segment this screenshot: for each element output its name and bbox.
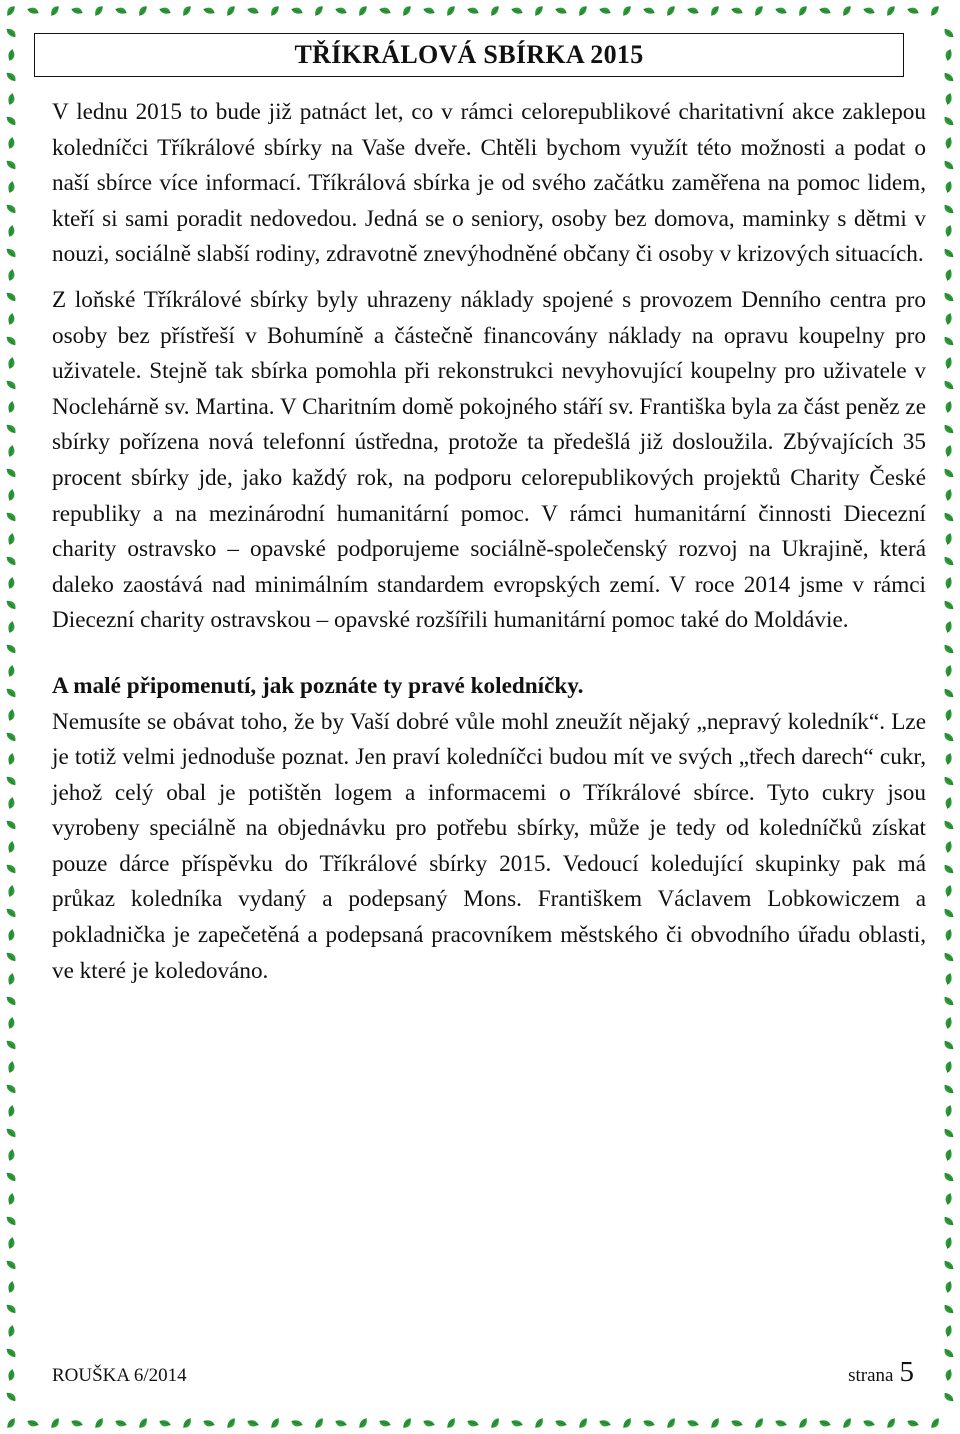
leaf-ornament <box>943 224 954 237</box>
leaf-ornament <box>863 5 876 17</box>
leaf-ornament <box>70 1417 83 1429</box>
leaf-ornament <box>6 1170 17 1183</box>
leaf-ornament <box>943 664 954 677</box>
leaf-ornament <box>27 5 40 17</box>
leaf-ornament <box>6 1369 17 1382</box>
leaf-ornament <box>6 225 17 238</box>
leaf-ornament <box>6 70 17 83</box>
leaf-ornament <box>943 136 954 149</box>
leaf-ornament <box>819 5 832 17</box>
leaf-ornament <box>6 950 17 963</box>
leaf-ornament <box>642 1417 655 1429</box>
leaf-ornament <box>906 1417 919 1429</box>
leaf-ornament <box>313 1417 326 1429</box>
leaf-ornament <box>943 1215 954 1228</box>
leaf-ornament <box>752 5 765 17</box>
leaf-ornament <box>664 5 677 17</box>
leaf-ornament <box>943 379 954 392</box>
leaf-ornament <box>943 863 954 876</box>
leaf-ornament <box>943 511 954 524</box>
leaf-ornament <box>943 1127 954 1140</box>
leaf-ornament <box>6 1214 17 1227</box>
leaf-ornament <box>48 5 61 17</box>
leaf-ornament <box>6 26 17 39</box>
leaf-ornament <box>224 5 237 17</box>
leaf-ornament <box>884 5 897 17</box>
leaf-ornament <box>511 5 524 17</box>
leaf-ornament <box>379 5 392 17</box>
leaf-ornament <box>943 1236 954 1249</box>
paragraph-last-year: Z loňské Tříkrálové sbírky byly uhrazeny náklady spojené s provozem Denního centra pro osoby bez přístřeší v Bohumíně a částečně financovány náklady na opravu koupelny pro uživatele. Stejně tak sbírka pomohla při rekonstrukci nevyhovující koupelny pro uživatele v Noclehárně sv. Martina. V Charitním domě pokojného stáří sv. Františka byla za část peněz ze sbírky pořízena nová telefonní ústředna, protože ta předešlá již dosloužila. Zbývajících 35 procent sbírky jde, jako každý rok, na podporu celorepublikových projektů Charity České republiky a na mezinárodní humanitární pomoc. V rámci humanitární činnosti Diecezní charity ostravsko – opavské podporujeme sociálně-společenský rozvoj na Ukrajině, která daleko zaostává nad minimálním standardem evropských zemí. V roce 2014 jsme v rámci Diecezní charity ostravskou – opavské rozšířili humanitární pomoc také do Moldávie. <box>52 286 926 634</box>
leaf-ornament <box>290 1417 303 1429</box>
leaf-ornament <box>943 356 954 369</box>
leaf-ornament <box>466 1417 479 1429</box>
leaf-ornament <box>943 180 954 193</box>
leaf-ornament <box>6 1281 17 1294</box>
leaf-ornament <box>6 621 17 634</box>
leaf-ornament <box>943 1391 954 1404</box>
leaf-ornament <box>6 489 17 502</box>
leaf-ornament <box>796 5 809 17</box>
leaf-ornament <box>943 1083 954 1096</box>
leaf-ornament <box>71 5 84 17</box>
leaf-ornament <box>943 159 954 172</box>
leaf-ornament <box>943 1259 954 1272</box>
leaf-ornament <box>400 5 413 17</box>
leaf-ornament <box>943 488 954 501</box>
leaf-ornament <box>533 1417 546 1429</box>
leaf-ornament <box>943 115 954 128</box>
leaf-ornament <box>943 796 954 809</box>
leaf-ornament <box>6 686 17 699</box>
leaf-ornament <box>489 1417 502 1429</box>
leaf-ornament <box>6 401 17 414</box>
leaf-ornament <box>943 71 954 84</box>
leaf-ornament <box>6 1258 17 1271</box>
leaf-ornament <box>943 995 954 1008</box>
leaf-ornament <box>943 687 954 700</box>
leaf-ornament <box>6 598 17 611</box>
leaf-ornament <box>643 5 656 17</box>
leaf-ornament <box>6 994 17 1007</box>
leaf-ornament <box>180 5 193 17</box>
leaf-ornament <box>6 841 17 854</box>
leaf-ornament <box>943 1324 954 1337</box>
leaf-ornament <box>943 1280 954 1293</box>
leaf-ornament <box>6 1061 17 1074</box>
leaf-ornament <box>943 731 954 744</box>
leaf-ornament <box>943 555 954 568</box>
leaf-ornament <box>6 313 17 326</box>
leaf-ornament <box>943 1303 954 1316</box>
leaf-ornament <box>6 753 17 766</box>
leaf-ornament <box>269 1417 282 1429</box>
leaf-ornament <box>6 1302 17 1315</box>
leaf-ornament <box>6 1038 17 1051</box>
leaf-ornament <box>92 5 105 17</box>
leaf-ornament <box>378 1417 391 1429</box>
leaf-ornament <box>6 466 17 479</box>
leaf-ornament <box>818 1417 831 1429</box>
leaf-ornament <box>943 291 954 304</box>
leaf-ornament <box>444 5 457 17</box>
leaf-ornament <box>532 5 545 17</box>
leaf-ornament <box>6 1237 17 1250</box>
leaf-ornament <box>943 1148 954 1161</box>
leaf-ornament <box>797 1417 810 1429</box>
leaf-ornament <box>943 951 954 964</box>
leaf-ornament <box>335 5 348 17</box>
leaf-ornament <box>5 1417 18 1429</box>
leaf-ornament <box>943 1016 954 1029</box>
leaf-ornament <box>943 819 954 832</box>
leaf-ornament <box>943 1347 954 1360</box>
leaf-ornament <box>6 290 17 303</box>
leaf-ornament <box>181 1417 194 1429</box>
leaf-ornament <box>6 1390 17 1403</box>
leaf-ornament <box>6 577 17 590</box>
leaf-ornament <box>6 818 17 831</box>
leaf-ornament <box>114 1417 127 1429</box>
leaf-ornament <box>6 1193 17 1206</box>
title-box <box>34 33 904 77</box>
leaf-ornament <box>93 1417 106 1429</box>
leaf-ornament <box>6 1017 17 1030</box>
leaf-ornament <box>6 202 17 215</box>
leaf-ornament <box>422 1417 435 1429</box>
leaf-ornament <box>598 1417 611 1429</box>
leaf-ornament <box>731 5 744 17</box>
leaf-ornament <box>6 93 17 106</box>
leaf-ornament <box>6 554 17 567</box>
leaf-ornament <box>665 1417 678 1429</box>
leaf-ornament <box>907 5 920 17</box>
leaf-ornament <box>943 1368 954 1381</box>
leaf-ornament <box>943 444 954 457</box>
leaf-ornament <box>708 5 721 17</box>
leaf-ornament <box>6 533 17 546</box>
leaf-ornament <box>203 5 216 17</box>
leaf-ornament <box>202 1417 215 1429</box>
leaf-ornament <box>445 1417 458 1429</box>
page-title: TŘÍKRÁLOVÁ SBÍRKA 2015 <box>294 40 644 69</box>
leaf-ornament <box>943 620 954 633</box>
leaf-ornament <box>840 5 853 17</box>
leaf-ornament <box>943 203 954 216</box>
leaf-ornament <box>6 422 17 435</box>
publication-name: ROUŠKA 6/2014 <box>52 1365 187 1386</box>
leaf-ornament <box>943 928 954 941</box>
leaf-ornament <box>6 378 17 391</box>
leaf-ornament <box>159 5 172 17</box>
leaf-ornament <box>6 1082 17 1095</box>
leaf-ornament <box>6 665 17 678</box>
leaf-ornament <box>423 5 436 17</box>
leaf-ornament <box>928 5 941 17</box>
leaf-ornament <box>6 181 17 194</box>
leaf-ornament <box>6 510 17 523</box>
leaf-ornament <box>115 5 128 17</box>
leaf-ornament <box>943 423 954 436</box>
leaf-ornament <box>621 1417 634 1429</box>
leaf-ornament <box>6 774 17 787</box>
leaf-ornament <box>158 1417 171 1429</box>
leaf-ornament <box>6 246 17 259</box>
leaf-ornament <box>943 907 954 920</box>
leaf-ornament <box>510 1417 523 1429</box>
leaf-ornament <box>554 1417 567 1429</box>
leaf-ornament <box>6 1325 17 1338</box>
leaf-ornament <box>6 334 17 347</box>
leaf-ornament <box>488 5 501 17</box>
leaf-ornament <box>49 1417 62 1429</box>
leaf-ornament <box>6 862 17 875</box>
leaf-ornament <box>6 730 17 743</box>
leaf-ornament <box>943 708 954 721</box>
leaf-ornament <box>6 1346 17 1359</box>
leaf-ornament <box>401 1417 414 1429</box>
document-page <box>52 33 926 1403</box>
leaf-ornament <box>620 5 633 17</box>
leaf-ornament <box>26 1417 39 1429</box>
leaf-ornament <box>6 1149 17 1162</box>
leaf-ornament <box>6 797 17 810</box>
leaf-ornament <box>6 885 17 898</box>
leaf-ornament <box>6 906 17 919</box>
leaf-ornament <box>943 840 954 853</box>
leaf-ornament <box>247 5 260 17</box>
leaf-ornament <box>943 1039 954 1052</box>
leaf-ornament <box>943 48 954 61</box>
leaf-ornament <box>6 929 17 942</box>
leaf-ornament <box>6 114 17 127</box>
leaf-ornament <box>6 445 17 458</box>
leaf-ornament <box>943 400 954 413</box>
leaf-ornament <box>334 1417 347 1429</box>
leaf-ornament <box>943 775 954 788</box>
leaf-ornament <box>862 1417 875 1429</box>
leaf-ornament <box>943 268 954 281</box>
leaf-ornament <box>885 1417 898 1429</box>
leaf-ornament <box>943 972 954 985</box>
page-footer <box>52 1351 920 1391</box>
leaf-ornament <box>943 599 954 612</box>
leaf-ornament <box>576 5 589 17</box>
page-label: strana <box>848 1365 894 1386</box>
leaf-ornament <box>943 247 954 260</box>
leaf-ornament <box>687 5 700 17</box>
leaf-ornament <box>943 92 954 105</box>
leaf-ornament <box>268 5 281 17</box>
leaf-ornament <box>6 1105 17 1118</box>
leaf-ornament <box>943 532 954 545</box>
leaf-ornament <box>943 27 954 40</box>
leaf-ornament <box>137 1417 150 1429</box>
page-indicator <box>848 1356 914 1389</box>
leaf-ornament <box>356 5 369 17</box>
leaf-ornament <box>943 312 954 325</box>
leaf-ornament <box>943 643 954 656</box>
leaf-ornament <box>709 1417 722 1429</box>
paragraph-real-carolers: Nemusíte se obávat toho, že by Vaší dobré vůle mohl zneužít nějaký „nepravý koledník“. Lze je totiž velmi jednoduše poznat. Jen praví koledníčci budou mít ve svých „třech darech“ cukr, jehož celý obal je potištěn logem a informacemi o Tříkrálové sbírce. Tyto cukry jsou vyrobeny speciálně na objednávku pro potřebu sbírky, může je tedy od koledníčků získat pouze dárce příspěvku do Tříkrálové sbírky 2015. Vedoucí koledující skupinky pak má průkaz koledníka vydaný a podepsaný Mons. Františkem Václavem Lobkowiczem a pokladnička je zapečetěná a podepsaná pracovníkem městského či obvodního úřadu oblasti, ve které je koledováno. <box>52 708 926 984</box>
leaf-ornament <box>943 467 954 480</box>
leaf-ornament <box>4 5 17 17</box>
leaf-ornament <box>943 1060 954 1073</box>
leaf-ornament <box>6 709 17 722</box>
leaf-ornament <box>943 576 954 589</box>
leaf-ornament <box>686 1417 699 1429</box>
leaf-ornament <box>943 1171 954 1184</box>
leaf-ornament <box>6 642 17 655</box>
leaf-ornament <box>929 1417 942 1429</box>
leaf-ornament <box>841 1417 854 1429</box>
section-heading: A malé připomenutí, jak poznáte ty pravé koledníčky. <box>52 672 584 699</box>
leaf-ornament <box>246 1417 259 1429</box>
leaf-ornament <box>467 5 480 17</box>
leaf-ornament <box>730 1417 743 1429</box>
leaf-ornament <box>6 269 17 282</box>
leaf-ornament <box>753 1417 766 1429</box>
leaf-ornament <box>357 1417 370 1429</box>
leaf-ornament <box>6 357 17 370</box>
leaf-ornament <box>599 5 612 17</box>
leaf-ornament <box>225 1417 238 1429</box>
leaf-ornament <box>6 1126 17 1139</box>
leaf-ornament <box>6 973 17 986</box>
leaf-ornament <box>312 5 325 17</box>
leaf-ornament <box>943 884 954 897</box>
leaf-ornament <box>943 1104 954 1117</box>
leaf-ornament <box>6 137 17 150</box>
leaf-ornament <box>943 335 954 348</box>
leaf-ornament <box>943 752 954 765</box>
leaf-ornament <box>577 1417 590 1429</box>
leaf-ornament <box>6 49 17 62</box>
leaf-ornament <box>775 5 788 17</box>
leaf-ornament <box>136 5 149 17</box>
leaf-ornament <box>291 5 304 17</box>
leaf-ornament <box>943 1192 954 1205</box>
leaf-ornament <box>6 158 17 171</box>
leaf-ornament <box>774 1417 787 1429</box>
leaf-ornament <box>555 5 568 17</box>
page-number: 5 <box>899 1356 914 1388</box>
paragraph-intro: V lednu 2015 to bude již patnáct let, co v rámci celorepublikové charitativní akce zaklepou koledníčci Tříkrálové sbírky na Vaše dveře. Chtěli bychom využít této možnosti a podat o naší sbírce více informací. Tříkrálová sbírka je od svého začátku zaměřena na pomoc lidem, kteří si sami poradit nedovedou. Jedná se o seniory, osoby bez domova, maminky s dětmi v nouzi, sociálně slabší rodiny, zdravotně znevýhodněné občany či osoby v krizových situacích. <box>52 99 926 268</box>
